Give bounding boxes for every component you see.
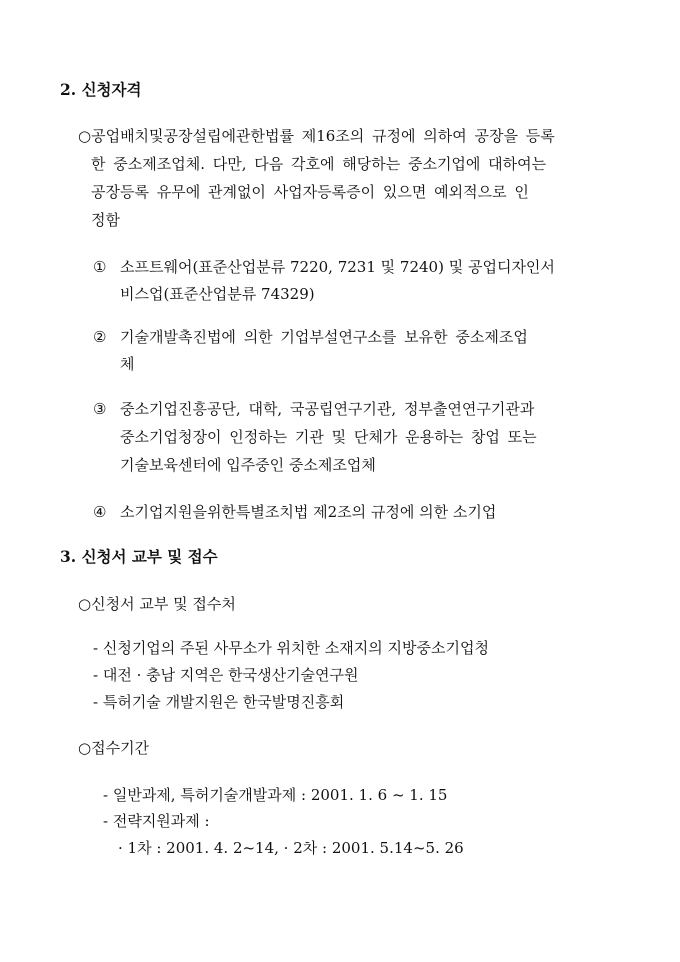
item-3-number: ③ [93, 400, 107, 418]
section-3-heading: 3. 신청서 교부 및 접수 [60, 547, 218, 566]
eligibility-paragraph-line-3: 공장등록 유무에 관계없이 사업자등록증이 있으면 예외적으로 인 [91, 183, 529, 201]
item-3-line-3: 기술보육센터에 입주중인 중소제조업체 [120, 456, 376, 474]
item-4-line-1: 소기업지원을위한특별조치법 제2조의 규정에 의한 소기업 [120, 503, 497, 521]
submission-place-item-3: - 특허기술 개발지원은 한국발명진흥회 [93, 693, 345, 711]
item-4-number: ④ [93, 503, 107, 521]
eligibility-paragraph-line-4: 정함 [91, 211, 120, 229]
item-3-line-2: 중소기업청장이 인정하는 기관 및 단체가 운용하는 창업 또는 [120, 428, 537, 446]
submission-place-item-2: - 대전 · 충남 지역은 한국생산기술연구원 [93, 666, 359, 684]
item-1-line-1: 소프트웨어(표준산업분류 7220, 7231 및 7240) 및 공업디자인서 [120, 258, 555, 276]
item-2-line-2: 체 [120, 355, 135, 373]
section-2-heading: 2. 신청자격 [60, 80, 142, 99]
submission-period-title: ○접수기간 [78, 739, 150, 757]
submission-place-item-1: - 신청기업의 주된 사무소가 위치한 소재지의 지방중소기업청 [93, 639, 489, 657]
eligibility-paragraph-line-1: ○공업배치및공장설립에관한법률 제16조의 규정에 의하여 공장을 등록 [78, 127, 555, 145]
submission-period-general: - 일반과제, 특허기술개발과제 : 2001. 1. 6 ~ 1. 15 [103, 786, 448, 804]
submission-place-title: ○신청서 교부 및 접수처 [78, 595, 236, 613]
item-3-line-1: 중소기업진흥공단, 대학, 국공립연구기관, 정부출연연구기관과 [120, 400, 535, 418]
item-2-line-1: 기술개발촉진법에 의한 기업부설연구소를 보유한 중소제조업 [120, 328, 528, 346]
item-2-number: ② [93, 328, 107, 346]
item-1-line-2: 비스업(표준산업분류 74329) [120, 285, 315, 303]
eligibility-paragraph-line-2: 한 중소제조업체. 다만, 다음 각호에 해당하는 중소기업에 대하여는 [91, 155, 547, 173]
item-1-number: ① [93, 258, 107, 276]
submission-period-strategic: - 전략지원과제 : [103, 812, 210, 830]
submission-period-strategic-dates: · 1차 : 2001. 4. 2~14, · 2차 : 2001. 5.14~5. 26 [118, 839, 464, 857]
